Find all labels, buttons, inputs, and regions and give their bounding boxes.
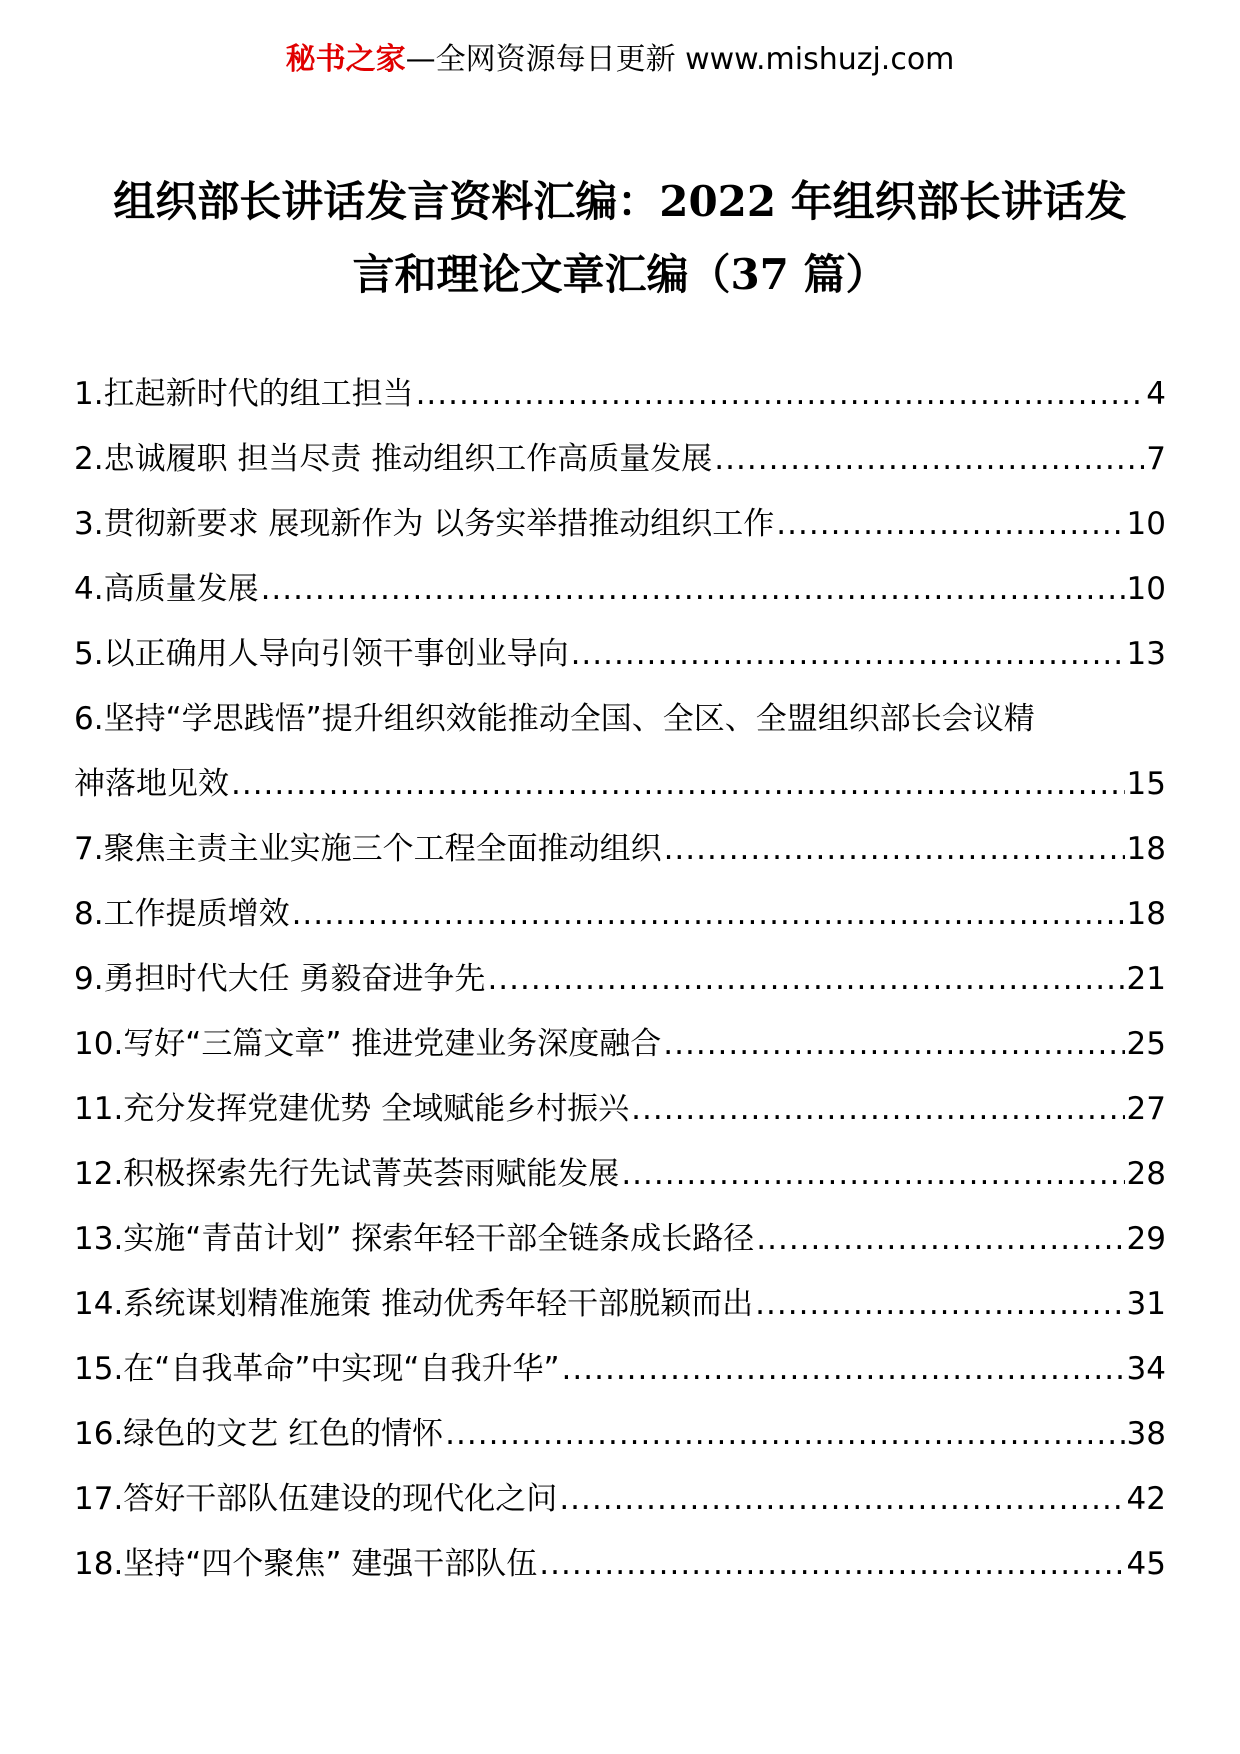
toc-entry-title: 13.实施“青苗计划” 探索年轻干部全链条成长路径 xyxy=(74,1221,755,1257)
toc-entry-title: 18.坚持“四个聚焦” 建强干部队伍 xyxy=(74,1546,538,1582)
toc-entry-title: 14.系统谋划精准施策 推动优秀年轻干部脱颖而出 xyxy=(74,1286,754,1322)
toc-page-number: 21 xyxy=(1126,961,1166,997)
toc-entry-1[interactable] xyxy=(74,362,1166,427)
table-of-contents xyxy=(74,362,1166,1597)
toc-page-number: 18 xyxy=(1126,896,1166,932)
toc-entry-6[interactable] xyxy=(74,687,1166,752)
toc-entry-12[interactable] xyxy=(74,1142,1166,1207)
toc-page-number: 15 xyxy=(1126,766,1166,802)
toc-dot-leader xyxy=(664,817,1125,882)
toc-page-number: 31 xyxy=(1126,1286,1166,1322)
toc-page-number: 10 xyxy=(1126,506,1166,542)
toc-entry-title: 17.答好干部队伍建设的现代化之问 xyxy=(74,1481,558,1517)
toc-entry-18[interactable] xyxy=(74,1532,1166,1597)
toc-entry-title: 6.坚持“学思践悟”提升组织效能推动全国、全区、全盟组织部长会议精 xyxy=(74,701,1035,737)
toc-entry-15[interactable] xyxy=(74,1337,1166,1402)
toc-entry-title: 10.写好“三篇文章” 推进党建业务深度融合 xyxy=(74,1026,662,1062)
toc-entry-8[interactable] xyxy=(74,882,1166,947)
toc-dot-leader xyxy=(663,1012,1124,1077)
site-brand: 秘书之家 xyxy=(285,42,406,77)
toc-page-number: 13 xyxy=(1126,636,1166,672)
toc-entry-title: 16.绿色的文艺 红色的情怀 xyxy=(74,1416,444,1452)
toc-entry-title-continued: 神落地见效 xyxy=(74,766,229,802)
toc-entry-title: 1.扛起新时代的组工担当 xyxy=(74,376,414,412)
toc-dot-leader xyxy=(755,1272,1124,1337)
toc-dot-leader xyxy=(445,1402,1124,1467)
toc-entry-9[interactable] xyxy=(74,947,1166,1012)
toc-page-number: 25 xyxy=(1126,1026,1166,1062)
toc-entry-14[interactable] xyxy=(74,1272,1166,1337)
toc-page-number: 27 xyxy=(1126,1091,1166,1127)
toc-dot-leader xyxy=(756,1207,1124,1272)
toc-entry-16[interactable] xyxy=(74,1402,1166,1467)
toc-entry-7[interactable] xyxy=(74,817,1166,882)
toc-page-number: 28 xyxy=(1126,1156,1166,1192)
toc-page-number: 29 xyxy=(1126,1221,1166,1257)
toc-entry-title: 15.在“自我革命”中实现“自我升华” xyxy=(74,1351,560,1387)
toc-entry-10[interactable] xyxy=(74,1012,1166,1077)
toc-entry-11[interactable] xyxy=(74,1077,1166,1142)
title-line-1: 组织部长讲话发言资料汇编：2022 年组织部长讲话发 xyxy=(113,177,1127,226)
toc-dot-leader xyxy=(714,427,1144,492)
toc-entry-4[interactable] xyxy=(74,557,1166,622)
toc-dot-leader xyxy=(487,947,1124,1012)
toc-dot-leader xyxy=(562,1337,1125,1402)
title-line-2: 言和理论文章汇编（37 篇） xyxy=(352,250,888,299)
toc-page-number: 42 xyxy=(1126,1481,1166,1517)
toc-dot-leader xyxy=(571,622,1125,687)
toc-dot-leader xyxy=(539,1532,1124,1597)
toc-entry-13[interactable] xyxy=(74,1207,1166,1272)
toc-entry-3[interactable] xyxy=(74,492,1166,557)
toc-page-number: 18 xyxy=(1126,831,1166,867)
site-header xyxy=(0,40,1240,80)
toc-dot-leader xyxy=(559,1467,1124,1532)
toc-entry-2[interactable] xyxy=(74,427,1166,492)
toc-entry-6-continued[interactable] xyxy=(74,752,1166,817)
toc-entry-title: 8.工作提质增效 xyxy=(74,896,290,932)
toc-dot-leader xyxy=(416,362,1145,427)
toc-entry-title: 5.以正确用人导向引领干事创业导向 xyxy=(74,636,569,672)
document-title xyxy=(80,165,1160,311)
toc-page-number: 34 xyxy=(1126,1351,1166,1387)
toc-dot-leader xyxy=(776,492,1124,557)
toc-entry-title: 2.忠诚履职 担当尽责 推动组织工作高质量发展 xyxy=(74,441,713,477)
toc-page-number: 45 xyxy=(1126,1546,1166,1582)
toc-page-number: 38 xyxy=(1126,1416,1166,1452)
toc-page-number: 7 xyxy=(1146,441,1166,477)
toc-entry-title: 9.勇担时代大任 勇毅奋进争先 xyxy=(74,961,486,997)
toc-dot-leader xyxy=(231,752,1125,817)
toc-entry-title: 7.聚焦主责主业实施三个工程全面推动组织 xyxy=(74,831,662,867)
toc-entry-title: 12.积极探索先行先试菁英荟雨赋能发展 xyxy=(74,1156,620,1192)
toc-dot-leader xyxy=(631,1077,1124,1142)
toc-entry-title: 4.高质量发展 xyxy=(74,571,259,607)
toc-entry-5[interactable] xyxy=(74,622,1166,687)
toc-page-number: 4 xyxy=(1146,376,1166,412)
toc-entry-title: 11.充分发挥党建优势 全域赋能乡村振兴 xyxy=(74,1091,630,1127)
toc-entry-17[interactable] xyxy=(74,1467,1166,1532)
toc-dot-leader xyxy=(261,557,1125,622)
toc-dot-leader xyxy=(621,1142,1124,1207)
toc-dot-leader xyxy=(292,882,1125,947)
site-tagline: —全网资源每日更新 www.mishuzj.com xyxy=(405,42,955,77)
toc-entry-title: 3.贯彻新要求 展现新作为 以务实举措推动组织工作 xyxy=(74,506,775,542)
toc-page-number: 10 xyxy=(1126,571,1166,607)
